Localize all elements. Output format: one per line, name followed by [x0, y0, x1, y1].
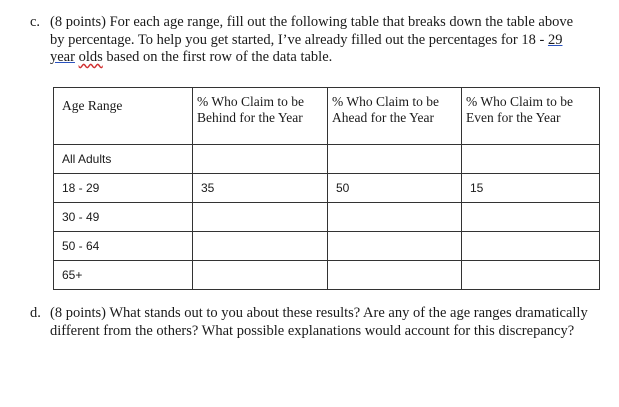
table-cell-behind[interactable] [193, 145, 328, 174]
table-cell-even[interactable] [462, 145, 600, 174]
table-row [54, 203, 600, 232]
table-cell-even[interactable] [462, 203, 600, 232]
question-c-misspelled-word: olds [78, 49, 103, 65]
table-cell-behind[interactable] [193, 203, 328, 232]
table-row [54, 261, 600, 290]
table-cell-behind[interactable]: 35 [193, 174, 328, 203]
table-cell-even[interactable]: 15 [462, 174, 600, 203]
question-c-text-after: based on the first row of the data table. [102, 49, 333, 65]
table-row [54, 145, 600, 174]
table-cell-behind[interactable] [193, 261, 328, 290]
header-age-range: Age Range [54, 88, 193, 145]
question-d-marker: d. [30, 305, 41, 321]
question-d [30, 305, 590, 340]
question-c-text [50, 14, 590, 67]
table-cell-even[interactable] [462, 261, 600, 290]
table-cell-ahead[interactable]: 50 [328, 174, 462, 203]
table-cell-ahead[interactable] [328, 261, 462, 290]
table-cell-age: 18 - 29 [54, 174, 193, 203]
table-cell-behind[interactable] [193, 232, 328, 261]
table-cell-even[interactable] [462, 232, 600, 261]
header-behind: % Who Claim to be Behind for the Year [193, 88, 328, 145]
table-cell-age: 30 - 49 [54, 203, 193, 232]
table-row [54, 174, 600, 203]
table-cell-ahead[interactable] [328, 203, 462, 232]
question-c [30, 14, 590, 67]
table-header-row [54, 88, 600, 145]
question-c-marker: c. [30, 14, 41, 30]
header-even: % Who Claim to be Even for the Year [462, 88, 600, 145]
table-cell-age: All Adults [54, 145, 193, 174]
header-ahead: % Who Claim to be Ahead for the Year [328, 88, 462, 145]
question-c-underlined-phrase: 29 year [50, 31, 563, 65]
table-row [54, 232, 600, 261]
percentage-table [53, 87, 600, 290]
question-d-text: (8 points) What stands out to you about these results? Are any of the age ranges dramatically different from the others? What possible explanations would account for this discrepancy? [50, 305, 588, 339]
table-cell-age: 50 - 64 [54, 232, 193, 261]
table-cell-age: 65+ [54, 261, 193, 290]
question-c-text-before: (8 points) For each age range, fill out the following table that breaks down the table above by percentage. To help you get started, I’ve already filled out the percentages for 18 - [50, 14, 574, 48]
table-cell-ahead[interactable] [328, 232, 462, 261]
table-cell-ahead[interactable] [328, 145, 462, 174]
